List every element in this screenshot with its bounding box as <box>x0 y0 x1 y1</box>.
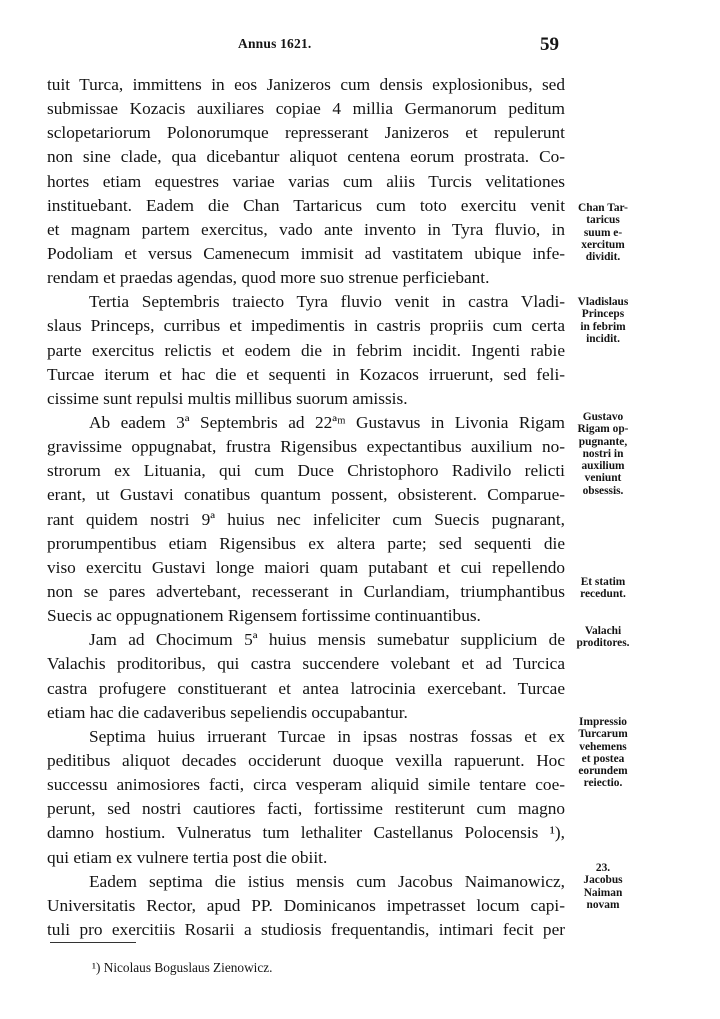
marginal-line: pugnante, <box>578 435 628 448</box>
marginal-line: Valachi <box>584 625 622 637</box>
marginal-line: auxilium <box>581 460 625 473</box>
marginal-line: reiectio. <box>583 777 623 790</box>
marginal-line: in febrim <box>580 320 626 333</box>
marginal-line: Rigam op- <box>577 423 629 436</box>
marginal-note <box>567 296 639 345</box>
marginal-line: incidit. <box>586 332 620 345</box>
text-line: peditibus aliquot decades occiderunt duoque vexilla rapuerunt. Hoc <box>47 750 565 770</box>
text-line: prorumpentibus etiam Rigensibus ex altera parte; sed sequenti die <box>47 533 565 553</box>
marginal-note <box>567 625 639 650</box>
text-line: gravissime oppugnabat, frustra Rigensibus expectantibus auxilium no- <box>47 437 565 457</box>
marginal-line: suum e- <box>583 226 623 239</box>
marginal-line: obsessis. <box>582 484 624 497</box>
text-line: instituebant. Eadem die Chan Tartaricus cum toto exercitu venit <box>47 195 565 215</box>
marginal-line: Turcarum <box>578 728 628 741</box>
marginal-note <box>567 411 639 497</box>
text-line: etiam hac die cadaveribus sepeliendis occupabantur. <box>47 702 408 722</box>
marginal-line: veniunt <box>584 472 622 485</box>
text-line: Turcae iterum et hac die et sequenti in Kozacos irruerunt, sed feli- <box>47 364 565 384</box>
text-line: perunt, sed nostri cautiores facti, fortissime restiterunt cum magno <box>47 799 565 819</box>
text-line: slaus Princeps, curribus et impedimentis in castris propriis cum certa <box>47 316 565 336</box>
text-line: castra profugere constituerant et antea latrocinia exercebant. Turcae <box>47 678 565 698</box>
text-line: Eadem septima die istius mensis cum Jacobus Naimanowicz, <box>89 871 565 891</box>
marginal-line: Jacobus <box>583 874 623 887</box>
marginal-line: Princeps <box>581 308 625 321</box>
text-line: parte exercitus relictis et eodem die in febrim incidit. Ingenti rabie <box>47 340 565 360</box>
marginal-line: Chan Tar- <box>578 202 628 214</box>
text-line: sclopetariorum Polonorumque represserant Janizeros et repulerunt <box>47 123 565 143</box>
running-title: Annus 1621. <box>238 36 312 51</box>
text-line: rant quidem nostri 9ª huius nec infeliciter cum Suecis pugnarant, <box>47 509 565 529</box>
text-line: damno hostium. Vulneratus tum lethaliter Castellanus Polocensis ¹), <box>47 823 565 843</box>
marginal-line: proditores. <box>576 637 630 650</box>
text-line: Septima huius irruerant Turcae in ipsas nostras fossas et ex <box>89 726 565 746</box>
marginal-line: eorundem <box>578 765 628 778</box>
text-line: et magnam partem exercitus, vado ante invento in Tyra fluvio, in <box>47 219 565 239</box>
marginal-line: 23. <box>595 862 611 874</box>
text-line: viso exercitu Gustavi longe maiori quam putabant et cui repellendo <box>47 557 565 577</box>
marginal-line: xercitum <box>581 238 625 251</box>
marginal-line: taricus <box>586 214 620 227</box>
marginal-line: et postea <box>581 752 625 765</box>
marginal-note <box>567 716 639 790</box>
marginal-line: Impressio <box>579 716 627 728</box>
marginal-line: novam <box>586 898 620 911</box>
text-line: erant, ut Gustavi conatibus quantum possent, obsisterent. Comparue- <box>47 485 565 505</box>
footnote-rule <box>50 942 136 943</box>
text-line: tuli pro exercitiis Rosarii a studiosis frequentandis, intimari fecit per <box>47 919 565 939</box>
text-line: Valachis proditoribus, qui castra succendere volebant et ad Turcica <box>47 654 565 674</box>
text-line: tuit Turca, immittens in eos Janizeros cum densis explosionibus, sed <box>47 75 565 94</box>
marginal-note <box>567 862 639 911</box>
text-line: Podoliam et versus Camenecum immisit ad vastitatem ubique infe- <box>47 243 565 263</box>
marginal-line: Naiman <box>583 886 623 899</box>
text-line: Jam ad Chocimum 5ª huius mensis sumebatur supplicium de <box>89 630 565 650</box>
marginal-line: recedunt. <box>580 588 626 601</box>
page-number: 59 <box>540 34 559 55</box>
text-line: non sine clade, qua dicebantur aliquot centena eorum prostrata. Co- <box>47 147 565 167</box>
marginal-note <box>567 202 639 263</box>
marginal-line: Gustavo <box>582 411 624 423</box>
text-line: hortes etiam equestres variae varias cum aliis Turcis velitationes <box>47 171 565 191</box>
marginal-line: Vladislaus <box>577 296 629 308</box>
text-line: rendam et praedas agendas, quod more suo strenue perficiebant. <box>47 268 490 288</box>
marginal-note <box>567 576 639 601</box>
body-text <box>47 73 565 942</box>
text-line: Tertia Septembris traiecto Tyra fluvio venit in castra Vladi- <box>89 292 565 312</box>
text-line: successu animosiores facti, circa vesperam aliquid simile tentare coe- <box>47 775 565 795</box>
text-line: Suecis ac oppugnationem Rigensem fortissime continuantibus. <box>47 606 481 626</box>
text-line: Ab eadem 3ª Septembris ad 22ªᵐ Gustavus in Livonia Rigam <box>89 412 565 432</box>
text-line: submissae Kozacis auxiliares copiae 4 millia Germanorum peditum <box>47 99 565 119</box>
text-line: cissime sunt repulsi multis millibus suorum amissis. <box>47 388 408 408</box>
running-head <box>0 34 720 58</box>
marginal-line: dividit. <box>585 251 621 264</box>
marginal-line: nostri in <box>582 447 624 460</box>
marginal-line: Et statim <box>580 576 626 588</box>
text-line: strorum ex Lituania, qui cum Duce Christophoro Radivilo relicti <box>47 461 565 481</box>
footnote: ¹) Nicolaus Boguslaus Zienowicz. <box>92 960 273 975</box>
marginal-line: vehemens <box>579 740 627 753</box>
text-line: Universitatis Rector, apud PP. Dominicanos impetrasset locum capi- <box>47 895 565 915</box>
text-line: non se pares advertebant, recesserant in Curlandiam, triumphantibus <box>47 581 565 601</box>
text-line: qui etiam ex vulnere tertia post die obiit. <box>47 847 328 867</box>
